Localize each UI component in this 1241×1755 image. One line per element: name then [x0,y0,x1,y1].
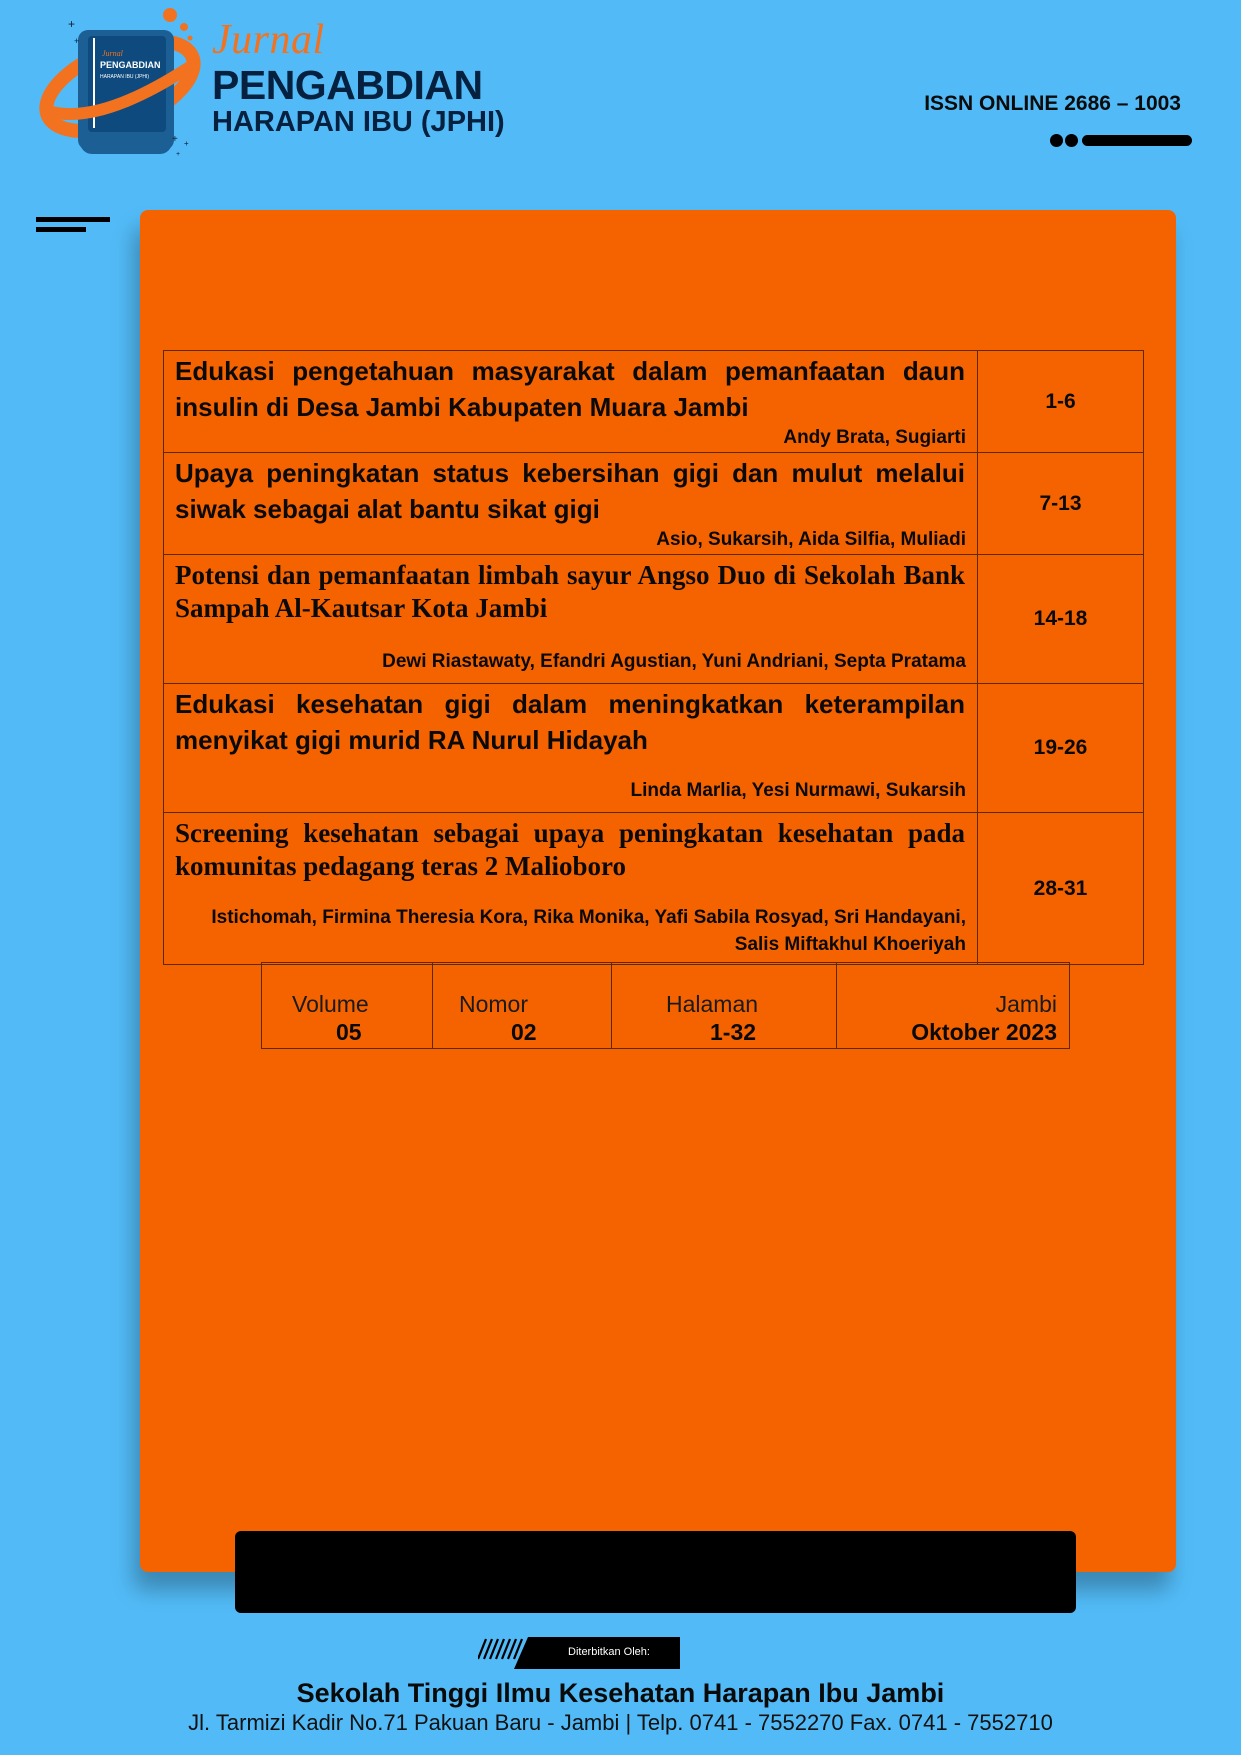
svg-text:HARAPAN IBU (JPHI): HARAPAN IBU (JPHI) [100,74,150,80]
issue-info-box [261,962,1070,1049]
article-pages: 19-26 [978,684,1144,813]
article-pages: 1-6 [978,351,1144,453]
halaman-cell [612,963,837,1049]
halaman-value: 1-32 [710,1019,757,1045]
article-authors: Linda Marlia, Yesi Nurmawi, Sukarsih [630,780,966,801]
institution-name: Sekolah Tinggi Ilmu Kesehatan Harapan Ibu Jambi [296,1678,945,1708]
article-title: Screening kesehatan sebagai upaya peningkatan kesehatan pada komunitas pedagang teras 2 Malioboro [175,818,965,881]
volume-value: 05 [336,1019,362,1045]
brand-subtitle: HARAPAN IBU (JPHI) [212,106,505,138]
svg-text:+: + [172,134,178,145]
book-logo-icon [38,6,213,161]
article-title: Upaya peningkatan status kebersihan gigi dan mulut melalui siwak sebagai alat bantu sikat gigi [175,458,965,524]
svg-text:+: + [74,36,80,46]
nomor-value: 02 [511,1019,537,1045]
place-label: Jambi [995,991,1057,1017]
table-row [164,351,1144,453]
issn-dots-icon [1050,134,1192,148]
brand-script: Jurnal [212,17,325,63]
article-title: Edukasi pengetahuan masyarakat dalam pemanfaatan daun insulin di Desa Jambi Kabupaten Muara Jambi [175,356,965,422]
article-authors: Asio, Sukarsih, Aida Silfia, Muliadi [656,529,966,550]
article-authors: Andy Brata, Sugiarti [783,427,966,448]
volume-label: Volume [292,991,369,1017]
cover-banner [235,1531,1076,1613]
published-by-badge [478,1637,680,1669]
contents-table [163,350,1144,965]
svg-text:+: + [184,139,189,148]
article-title: Edukasi kesehatan gigi dalam meningkatkan keterampilan menyikat gigi murid RA Nurul Hidayah [175,689,965,755]
brand-title: PENGABDIAN [212,62,483,108]
article-title: Potensi dan pemanfaatan limbah sayur Angso Duo di Sekolah Bank Sampah Al-Kautsar Kota Jambi [175,560,965,623]
article-authors-continued: Salis Miftakhul Khoeriyah [734,934,966,955]
published-by-label: Diterbitkan Oleh: [568,1646,650,1658]
volume-cell [262,963,433,1049]
svg-text:+: + [176,151,181,158]
svg-text:+: + [68,17,76,31]
article-pages: 7-13 [978,453,1144,555]
nomor-cell [433,963,612,1049]
halaman-label: Halaman [666,991,759,1017]
article-pages: 28-31 [978,813,1144,965]
issn-label: ISSN ONLINE 2686 – 1003 [924,92,1181,115]
menu-lines-icon [36,217,110,237]
table-row [164,813,1144,965]
table-row [164,684,1144,813]
nomor-label: Nomor [459,991,529,1017]
table-row [164,555,1144,684]
table-row [164,453,1144,555]
date-cell [837,963,1070,1049]
issue-date: Oktober 2023 [911,1019,1057,1045]
journal-logo [38,6,518,161]
institution-address: Jl. Tarmizi Kadir No.71 Pakuan Baru - Jambi | Telp. 0741 - 7552270 Fax. 0741 - 7552710 [188,1710,1053,1735]
svg-text:PENGABDIAN: PENGABDIAN [100,60,161,70]
svg-text:Jurnal: Jurnal [102,49,123,58]
article-authors: Dewi Riastawaty, Efandri Agustian, Yuni Andriani, Septa Pratama [382,651,966,672]
article-pages: 14-18 [978,555,1144,684]
article-authors: Istichomah, Firmina Theresia Kora, Rika Monika, Yafi Sabila Rosyad, Sri Handayani, [211,907,966,928]
